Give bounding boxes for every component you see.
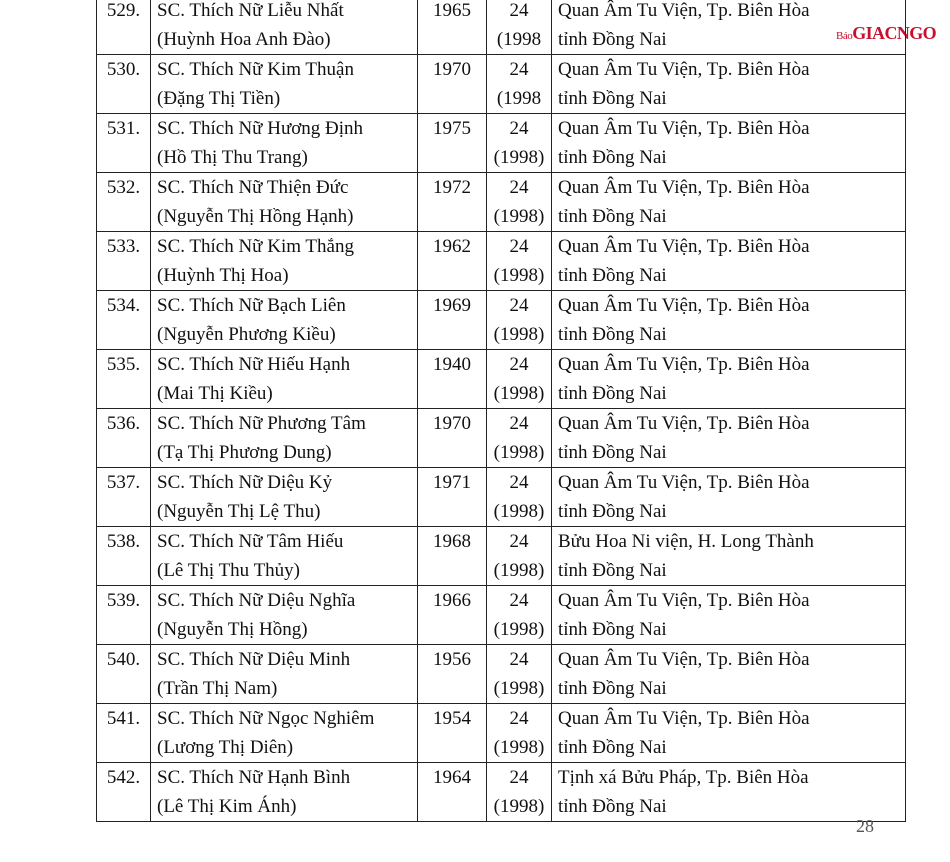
residence-province: tỉnh Đồng Nai: [558, 560, 667, 581]
row-number: 532.: [106, 177, 141, 198]
row-number: 541.: [106, 708, 141, 729]
birth-year-cell: [418, 0, 487, 55]
birth-year-cell: [418, 468, 487, 527]
ordination-year: (1998): [493, 619, 545, 640]
birth-year-cell: [418, 55, 487, 114]
religious-name: SC. Thích Nữ Bạch Liên: [157, 295, 346, 316]
birth-year: 1971: [433, 472, 471, 493]
residence-province: tỉnh Đồng Nai: [558, 88, 667, 109]
birth-year-cell: [418, 114, 487, 173]
residence-cell: [552, 527, 906, 586]
ordination-age: 24: [509, 0, 529, 21]
row-number-cell: [97, 232, 151, 291]
lay-name: (Tạ Thị Phương Dung): [157, 442, 332, 463]
residence-place: Quan Âm Tu Viện, Tp. Biên Hòa: [558, 0, 810, 21]
row-number-cell: [97, 409, 151, 468]
row-number-cell: [97, 350, 151, 409]
ordination-age: 24: [509, 295, 529, 316]
residence-province: tỉnh Đồng Nai: [558, 265, 667, 286]
birth-year-cell: [418, 527, 487, 586]
birth-year: 1972: [433, 177, 471, 198]
birth-year: 1964: [433, 767, 471, 788]
row-number: 531.: [106, 118, 141, 139]
watermark-big-text: GIACNGO: [852, 23, 937, 43]
lay-name: (Lê Thị Thu Thủy): [157, 560, 301, 581]
row-number: 529.: [106, 0, 141, 21]
ordination-cell: [487, 527, 552, 586]
lay-name: (Huỳnh Thị Hoa): [157, 265, 289, 286]
ordination-age: 24: [509, 59, 529, 80]
table-row: [97, 704, 906, 763]
birth-year: 1966: [433, 590, 471, 611]
ordination-age: 24: [509, 177, 529, 198]
birth-year-cell: [418, 291, 487, 350]
row-number-cell: [97, 527, 151, 586]
name-cell: [151, 0, 418, 55]
birth-year: 1970: [433, 413, 471, 434]
row-number: 530.: [106, 59, 141, 80]
ordination-year: (1998): [493, 678, 545, 699]
lay-name: (Nguyễn Phương Kiều): [157, 324, 336, 345]
ordination-cell: [487, 350, 552, 409]
table-row: [97, 291, 906, 350]
ordination-year: (1998): [493, 265, 545, 286]
row-number-cell: [97, 291, 151, 350]
residence-cell: [552, 586, 906, 645]
birth-year: 1975: [433, 118, 471, 139]
row-number-cell: [97, 645, 151, 704]
residence-place: Quan Âm Tu Viện, Tp. Biên Hòa: [558, 59, 810, 80]
lay-name: (Nguyễn Thị Lệ Thu): [157, 501, 321, 522]
row-number: 542.: [106, 767, 141, 788]
birth-year: 1940: [433, 354, 471, 375]
row-number-cell: [97, 173, 151, 232]
ordination-year: (1998): [493, 501, 545, 522]
ordination-cell: [487, 645, 552, 704]
residence-cell: [552, 55, 906, 114]
ordination-year: (1998): [493, 796, 545, 817]
name-cell: [151, 704, 418, 763]
name-cell: [151, 232, 418, 291]
birth-year: 1969: [433, 295, 471, 316]
table-row: [97, 350, 906, 409]
ordination-cell: [487, 114, 552, 173]
ordination-year: (1998): [493, 206, 545, 227]
birth-year: 1970: [433, 59, 471, 80]
table-row: [97, 645, 906, 704]
ordination-year: (1998): [493, 324, 545, 345]
table-row: [97, 55, 906, 114]
ordination-age: 24: [509, 236, 529, 257]
residence-place: Quan Âm Tu Viện, Tp. Biên Hòa: [558, 354, 810, 375]
religious-name: SC. Thích Nữ Kim Thuận: [157, 59, 354, 80]
row-number: 538.: [106, 531, 141, 552]
residence-cell: [552, 114, 906, 173]
residence-cell: [552, 291, 906, 350]
ordination-cell: [487, 291, 552, 350]
ordination-cell: [487, 55, 552, 114]
table-row: [97, 173, 906, 232]
watermark-small-text: Báo: [836, 30, 853, 42]
row-number-cell: [97, 704, 151, 763]
row-number-cell: [97, 0, 151, 55]
row-number-cell: [97, 763, 151, 822]
residence-cell: [552, 704, 906, 763]
row-number: 537.: [106, 472, 141, 493]
row-number: 536.: [106, 413, 141, 434]
residence-place: Quan Âm Tu Viện, Tp. Biên Hòa: [558, 118, 810, 139]
birth-year-cell: [418, 409, 487, 468]
religious-name: SC. Thích Nữ Tâm Hiếu: [157, 531, 344, 552]
lay-name: (Mai Thị Kiều): [157, 383, 273, 404]
residence-province: tỉnh Đồng Nai: [558, 324, 667, 345]
religious-name: SC. Thích Nữ Hiếu Hạnh: [157, 354, 351, 375]
birth-year-cell: [418, 173, 487, 232]
birth-year: 1962: [433, 236, 471, 257]
row-number: 534.: [106, 295, 141, 316]
residence-place: Quan Âm Tu Viện, Tp. Biên Hòa: [558, 295, 810, 316]
residence-province: tỉnh Đồng Nai: [558, 442, 667, 463]
residence-province: tỉnh Đồng Nai: [558, 737, 667, 758]
name-cell: [151, 291, 418, 350]
birth-year: 1956: [433, 649, 471, 670]
birth-year-cell: [418, 350, 487, 409]
name-cell: [151, 763, 418, 822]
table-row: [97, 409, 906, 468]
residence-province: tỉnh Đồng Nai: [558, 796, 667, 817]
residence-cell: [552, 468, 906, 527]
ordination-age: 24: [509, 413, 529, 434]
row-number: 540.: [106, 649, 141, 670]
table-row: [97, 763, 906, 822]
name-cell: [151, 468, 418, 527]
ordination-cell: [487, 586, 552, 645]
row-number-cell: [97, 586, 151, 645]
page-number: 28: [856, 816, 874, 836]
residence-place: Quan Âm Tu Viện, Tp. Biên Hòa: [558, 177, 810, 198]
name-cell: [151, 645, 418, 704]
ordination-year: (1998): [493, 560, 545, 581]
table-row: [97, 232, 906, 291]
residence-cell: [552, 645, 906, 704]
name-cell: [151, 173, 418, 232]
religious-name: SC. Thích Nữ Diệu Minh: [157, 649, 351, 670]
birth-year: 1965: [433, 0, 471, 21]
ordination-cell: [487, 173, 552, 232]
residence-place: Bửu Hoa Ni viện, H. Long Thành: [558, 531, 814, 552]
religious-name: SC. Thích Nữ Liễu Nhất: [157, 0, 344, 21]
religious-name: SC. Thích Nữ Ngọc Nghiêm: [157, 708, 375, 729]
ordination-cell: [487, 704, 552, 763]
birth-year: 1954: [433, 708, 471, 729]
residence-province: tỉnh Đồng Nai: [558, 29, 667, 50]
ordination-age: 24: [509, 649, 529, 670]
row-number-cell: [97, 114, 151, 173]
ordination-year: (1998): [493, 442, 545, 463]
religious-name: SC. Thích Nữ Phương Tâm: [157, 413, 366, 434]
residence-province: tỉnh Đồng Nai: [558, 206, 667, 227]
ordination-age: 24: [509, 531, 529, 552]
lay-name: (Trần Thị Nam): [157, 678, 278, 699]
ordination-year: (1998): [493, 383, 545, 404]
table-body: [97, 0, 906, 822]
residence-cell: [552, 350, 906, 409]
table-row: [97, 527, 906, 586]
ordination-cell: [487, 468, 552, 527]
ordination-year: (1998: [496, 88, 542, 109]
ordination-age: 24: [509, 118, 529, 139]
residence-place: Quan Âm Tu Viện, Tp. Biên Hòa: [558, 413, 810, 434]
residence-cell: [552, 409, 906, 468]
lay-name: (Đặng Thị Tiền): [157, 88, 281, 109]
ordination-cell: [487, 409, 552, 468]
residence-place: Quan Âm Tu Viện, Tp. Biên Hòa: [558, 590, 810, 611]
birth-year-cell: [418, 586, 487, 645]
name-cell: [151, 527, 418, 586]
religious-name: SC. Thích Nữ Diệu Kỷ: [157, 472, 333, 493]
residence-cell: [552, 763, 906, 822]
religious-name: SC. Thích Nữ Hạnh Bình: [157, 767, 351, 788]
ordination-cell: [487, 0, 552, 55]
lay-name: (Nguyễn Thị Hồng): [157, 619, 308, 640]
table-row: [97, 0, 906, 55]
residence-place: Quan Âm Tu Viện, Tp. Biên Hòa: [558, 649, 810, 670]
name-cell: [151, 114, 418, 173]
table-row: [97, 468, 906, 527]
ordination-age: 24: [509, 767, 529, 788]
name-cell: [151, 409, 418, 468]
residence-province: tỉnh Đồng Nai: [558, 501, 667, 522]
birth-year-cell: [418, 232, 487, 291]
residence-province: tỉnh Đồng Nai: [558, 147, 667, 168]
religious-name: SC. Thích Nữ Diệu Nghĩa: [157, 590, 356, 611]
nun-list-table: [96, 0, 906, 822]
residence-cell: [552, 173, 906, 232]
row-number: 539.: [106, 590, 141, 611]
residence-province: tỉnh Đồng Nai: [558, 383, 667, 404]
residence-place: Tịnh xá Bửu Pháp, Tp. Biên Hòa: [558, 767, 809, 788]
religious-name: SC. Thích Nữ Kim Thắng: [157, 236, 354, 257]
ordination-age: 24: [509, 472, 529, 493]
ordination-age: 24: [509, 708, 529, 729]
name-cell: [151, 586, 418, 645]
religious-name: SC. Thích Nữ Thiện Đức: [157, 177, 349, 198]
residence-province: tỉnh Đồng Nai: [558, 678, 667, 699]
birth-year-cell: [418, 704, 487, 763]
ordination-age: 24: [509, 354, 529, 375]
row-number-cell: [97, 468, 151, 527]
birth-year-cell: [418, 763, 487, 822]
residence-cell: [552, 0, 906, 55]
residence-place: Quan Âm Tu Viện, Tp. Biên Hòa: [558, 472, 810, 493]
lay-name: (Nguyễn Thị Hồng Hạnh): [157, 206, 354, 227]
ordination-year: (1998: [496, 29, 542, 50]
name-cell: [151, 350, 418, 409]
lay-name: (Lê Thị Kim Ánh): [157, 796, 297, 817]
residence-place: Quan Âm Tu Viện, Tp. Biên Hòa: [558, 708, 810, 729]
ordination-age: 24: [509, 590, 529, 611]
birth-year-cell: [418, 645, 487, 704]
row-number: 535.: [106, 354, 141, 375]
birth-year: 1968: [433, 531, 471, 552]
ordination-cell: [487, 232, 552, 291]
table-row: [97, 114, 906, 173]
residence-province: tỉnh Đồng Nai: [558, 619, 667, 640]
lay-name: (Huỳnh Hoa Anh Đào): [157, 29, 331, 50]
residence-place: Quan Âm Tu Viện, Tp. Biên Hòa: [558, 236, 810, 257]
ordination-cell: [487, 763, 552, 822]
lay-name: (Hồ Thị Thu Trang): [157, 147, 308, 168]
name-cell: [151, 55, 418, 114]
row-number: 533.: [106, 236, 141, 257]
row-number-cell: [97, 55, 151, 114]
residence-cell: [552, 232, 906, 291]
lay-name: (Lương Thị Diên): [157, 737, 294, 758]
table-row: [97, 586, 906, 645]
religious-name: SC. Thích Nữ Hương Định: [157, 118, 364, 139]
ordination-year: (1998): [493, 147, 545, 168]
ordination-year: (1998): [493, 737, 545, 758]
